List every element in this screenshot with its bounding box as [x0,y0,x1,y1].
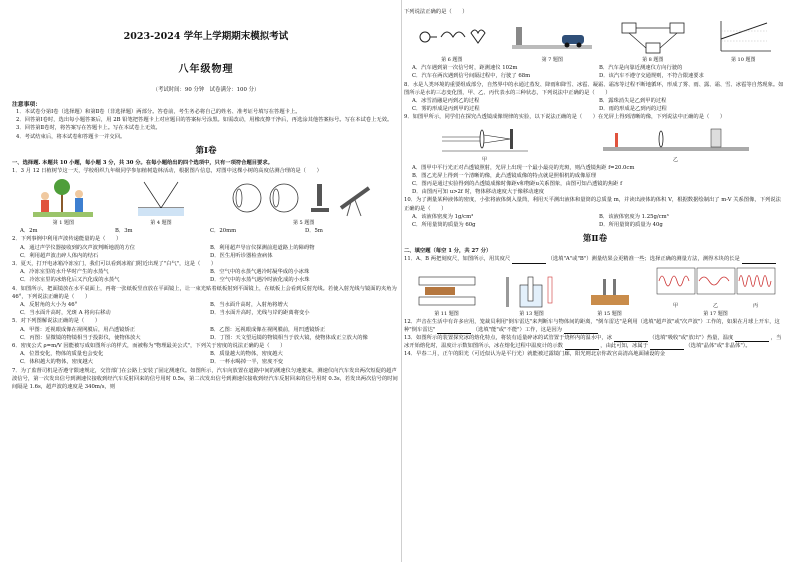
note-item: 1．本试卷分第Ⅰ卷（选择题）和第Ⅱ卷（非选择题）两部分。答卷前，考生务必将自己的姓名、准考证号填写在答题卡上。 [16,109,301,115]
answer-blank[interactable] [614,336,648,342]
section-1-title: 第Ⅰ卷 [195,145,217,156]
question-13 [404,334,786,350]
question-12 [404,318,786,334]
option[interactable]: D．雨的形成是乙到丙的过程 [599,106,667,113]
question-11-tail: （选填"A"或"B"）测量结果会更精准一些；选择正确的测量方法，测得木块的长是 [547,256,740,263]
figure-caption: 第 7 题图 [541,57,563,64]
q10-options [404,213,786,229]
option[interactable]: D．丁图：天文望远镜的物镜相当于放大镜，使物体成正立放大的像 [210,334,368,341]
ice-melting-apparatus [500,275,564,309]
option[interactable]: C．所用量筒的质量为 60g [412,222,476,229]
option[interactable]: B．质量越大的物体，密度越大 [210,351,283,358]
q4-options [12,301,400,317]
option[interactable]: C．20mm [210,228,237,235]
option[interactable]: D．该汽车不遵守交通规则，不符合限速要求 [599,73,704,80]
figure-caption: 第 5 题图 [292,220,315,227]
figure-label: 乙 [712,302,718,309]
q2-options [12,244,400,260]
option[interactable]: B．空气中的水蒸气遇冷时凝华成的小冰珠 [210,269,310,276]
option[interactable]: C．当水面升高时，光斑 A 将向右移动 [20,310,111,317]
option[interactable]: A．该液体密度为 1g/cm³ [412,213,474,220]
option[interactable]: A．甲图：近视眼成像在视网膜后，用凸透镜矫正 [20,326,136,333]
option[interactable]: B．图乙光屏上得到一个清晰的像，此凸透镜成像的特点就是照相机的成像原理 [412,172,596,179]
q8-options [404,97,786,113]
right-column [404,8,786,558]
optical-bench [601,125,751,155]
figure-label: 丙 [752,302,758,309]
q9-options [404,164,786,197]
figure-caption: 第 17 题图 [703,310,728,317]
note-item: 4．考试结束后，将本试卷和答题卡一并交回。 [16,133,126,140]
question-12-text: 12．声音在生活中有许多应用，笼裁员利用"倒车雷达"来判断车与物体间的距离，"倒车雷达"是利用（选填"超声波"或"次声波"）工作的，如果在月球上开车，这种"倒车雷达" [404,318,780,333]
question-2: 2．下列事例中利用声波传递能量的是（ ） [12,236,122,243]
q3-options [12,268,400,284]
option[interactable]: A．冷冻室里的水升华时产生的水蒸气 [20,269,109,276]
optics-illustrations [229,178,379,218]
figure-11 [415,275,479,317]
question-13-tail: ，由此可知，冰属于 [600,343,648,350]
option[interactable]: B．露珠消失是乙到甲的过程 [599,98,667,105]
question-7-continued: 下列说法正确的是（ ） [404,9,468,15]
option[interactable]: A．图甲中平行光正对凸透镜照射，光屏上出现一个最小最亮的光斑，则凸透镜焦距 f=20.0cm [412,164,635,171]
ruler-measurement [415,275,479,309]
answer-blank[interactable] [512,258,546,264]
question-9: 9．如图甲所示，同学们在探究凸透镜成像规律的实验，以下说法正确的是（ ）在光屏上得到清晰的像，下列说法中正确的是（ ） [404,114,726,121]
question-10: 10．为了测量某种液体的密度，小张将液体倒入量筒，利用天平测出液体和量筒的总质量 m，并读出液体的体积 V，根据数据绘制出了 m-V 关系图像，下列说法正确的是（ ） [404,197,781,212]
exam-subtitle: 八年级物理 [178,64,234,75]
notes-heading: 注意事项： [12,102,41,108]
note-item: 2．回答第Ⅰ卷时，选出每小题答案后，用 2B 铅笔把答题卡上对应题目的答案标号涂黑。如需改动，用橡皮擦干净后，再选涂其他答案标号。写在本试卷上无效。 [16,117,393,124]
figure-5 [229,178,379,226]
option[interactable]: D．由图丙可知 u>2f 时，物体移动速度大于像移动速度 [412,189,545,196]
option[interactable]: D．医生用听诊器检查病体 [210,252,273,259]
option[interactable]: B．汽车是向靠近测速仪方向行驶的 [599,65,683,72]
question-11-text: 11．A、B 两把刻度尺，如图所示，用其度尺 [404,256,511,263]
question-5: 5．对下列图解说法正确的是（ ） [12,318,101,325]
figure-7 [512,19,592,63]
figure-10 [713,19,773,63]
figure-row-q9 [404,125,786,163]
option[interactable]: B．3m [115,228,133,235]
figure-row-top [404,19,786,63]
figure-15 [585,275,635,317]
figure-6 [417,19,487,63]
option[interactable]: D．所用量筒的质量为 40g [599,222,663,229]
mass-volume-graph [713,19,773,55]
option[interactable]: C．雾的形成是丙到甲的过程 [412,106,480,113]
question-4: 4．如图所示，把面镜放在水平桌面上，再将一张纸板竖直放在平面镜上，让一束光贴着纸板射到平面镜上，在纸板上会看到反射光线。若使入射光线与镜面的夹角为 46°，下列说法正确的是（ ） [12,285,397,300]
q7-options [404,64,786,80]
figure-caption: 第 10 题图 [730,57,756,64]
option[interactable]: C．体积越大的物体，密度越大 [20,359,93,366]
figure-caption: 第 8 题图 [642,57,664,64]
figure-label: 甲 [481,156,487,163]
water-state-cycle-diagram [618,19,688,55]
tree-planting-illustration [33,178,93,218]
option[interactable]: B．当水面升高时，入射角将增大 [210,302,289,309]
option[interactable]: C．冷冻室里的冰熔化后又汽化成的水蒸气 [20,277,120,284]
question-1: 1．3 月 12 日植树节这一天，学校组织九年级同学参加植树造林活动，根据图片信息，对图中这棵小树的高度估测合理的是（ ） [12,168,322,175]
option[interactable]: B．利用超声导盲仪探测前进道路上的障碍物 [210,244,315,251]
figure-caption: 第 15 题图 [597,310,622,317]
q5-options [12,326,400,342]
option[interactable]: C．利用超声波击碎人体内的结石 [20,252,99,259]
figure-label: 甲 [672,302,678,309]
q6-options [12,350,400,366]
figure-caption: 第 6 题图 [441,57,463,64]
question-12-tail: （选填"能"或"不能"）工作，这是因为 [472,326,562,333]
option[interactable]: C．图丙是通过实验得到的凸透镜成像时像距v和物距u关系图象，由图可知凸透镜的焦距 f [412,181,623,188]
answer-blank[interactable] [735,336,769,342]
option[interactable]: C．汽车在两次遇到信号间隔过程中，行驶了 68m [412,73,531,80]
figure-17 [656,267,776,317]
figure-17-labels [656,301,776,309]
option[interactable]: A．2m [20,228,38,235]
question-8: 8．水是人类环境的重要组成部分，自然界中的水通过蒸发、降雨和降雪、冰雹、凝霜、霜冻等过程不断地循环，形成了雾、雨、露、霜、雪、冰雹等自然现象。如图所示是水的三态变化图，甲、乙、丙代表水的三种状态，下列说法中正确的是（ ） [404,81,784,96]
note-item: 3．回答第Ⅱ卷时，将答案写在答题卡上。写在本试卷上无效。 [16,125,161,132]
option[interactable]: A．通过声学仪器接收到的次声波判断地震的方位 [20,244,136,251]
answer-blank[interactable] [742,258,776,264]
reflection-diagram [136,178,186,218]
option[interactable]: D．5m [305,228,323,235]
option[interactable]: A．反射角的大小为 46° [20,302,78,309]
speed-radar-scene [512,19,592,55]
left-column [12,8,400,558]
beauty-formula-art [417,19,487,55]
figure-13 [500,275,564,317]
figure-4 [136,178,186,226]
option[interactable]: D．一杯水喝掉一半，密度不变 [210,359,284,366]
option[interactable]: C．丙图：显微镜的物镜相当于投影仪，使物体放大 [20,334,141,341]
figure-caption: 第 13 题图 [519,310,544,317]
option[interactable]: D．空气中的水蒸气遇冷时液化成的小水珠 [210,277,310,284]
option[interactable]: B．该液体密度为 1.25g/cm³ [599,213,669,220]
figure-label: 乙 [672,156,678,163]
question-11 [404,255,786,263]
question-13-tail: （选填"吸收"或"放出"）热量，温度 [649,335,734,342]
question-13-text: 13．如图所示的装置探究冰的熔化特点，将装有适量碎冰的试管置于烧杯内的温水中，冰 [404,335,613,342]
section-2-intro: 二、填空题（每空 1 分，共 27 分） [404,248,492,255]
column-divider [401,0,402,562]
option[interactable]: A．冰雪消融是丙到乙的过程 [412,98,480,105]
option[interactable]: B．乙图：远视眼成像在视网膜前，用凹透镜矫正 [210,326,326,333]
figure-9-a [440,125,530,163]
figure-8 [618,19,688,63]
figure-row-mid [404,267,786,317]
figure-caption: 第 1 题图 [52,220,75,227]
figure-caption: 第 11 题图 [434,310,459,317]
exam-meta: （考试时间：90 分钟 试卷满分：100 分） [152,87,260,93]
option[interactable]: D．当水面升高时，光线与岸的距离将变小 [210,310,310,317]
figure-caption: 第 4 题图 [150,220,172,227]
q1-options [12,227,400,235]
section-1-intro: 一、选择题. 本题共 10 小题，每小题 3 分，共 30 分。在每小题给出的四个选项中，只有一项符合题目要求。 [12,159,273,166]
option[interactable]: A．汽车遇到第一次信号时，距测速仪 102m [412,65,518,72]
tuning-fork-setup [585,275,635,309]
figure-row-q1 [12,178,400,226]
question-3: 3．夏天，打开电冰箱冷冻室门，我们可以看到冰箱门附近出现了"白气"，这是（ ） [12,261,217,268]
lens-focal-setup [440,125,530,155]
question-13-tail: ，当冰开始熔化时，温度计示数如图所示，冰在熔化过程中温度计的示数 [404,335,782,350]
option[interactable]: A．位置变化，物体的质量也会变化 [20,351,104,358]
question-13-tail: （选填"晶体"或"非晶体"）。 [685,343,751,350]
figure-1 [33,178,93,226]
question-14: 14．早春二月，正午的阳光（可近似认为是平行光）就能被过露镜门廊，阳光则北京你故宫高清高地面铺设的金 [404,351,665,358]
question-7: 7．为了监督司机是否遵守限速规定，交管部门在公路上安装了固定测速仪。如图所示，汽车向放置在道路中间的测速仪匀速驶来，测速仪向汽车发出两次短促的超声波信号，第一次发出信号到测速仪接收到经汽车反射回来的信号用时 0.5s，第二次发出信号到测速仪接收到经汽车反射回来的信号用时 0.3s，若发出两次信号的时间间隔是 1.6s，超声波的速度是 340m/s，则 [12,367,398,391]
section-2-title: 第Ⅱ卷 [582,234,608,245]
sound-waveforms [656,267,776,301]
question-6: 6．密度公式 ρ=m/V 因能被写成如图所示的样式，而被称为"物理最美公式"，下列关于密度的说法正确的是（ ） [12,343,286,350]
exam-title: 2023-2024 学年上学期期末模拟考试 [123,31,289,42]
figure-9-b [601,125,751,163]
